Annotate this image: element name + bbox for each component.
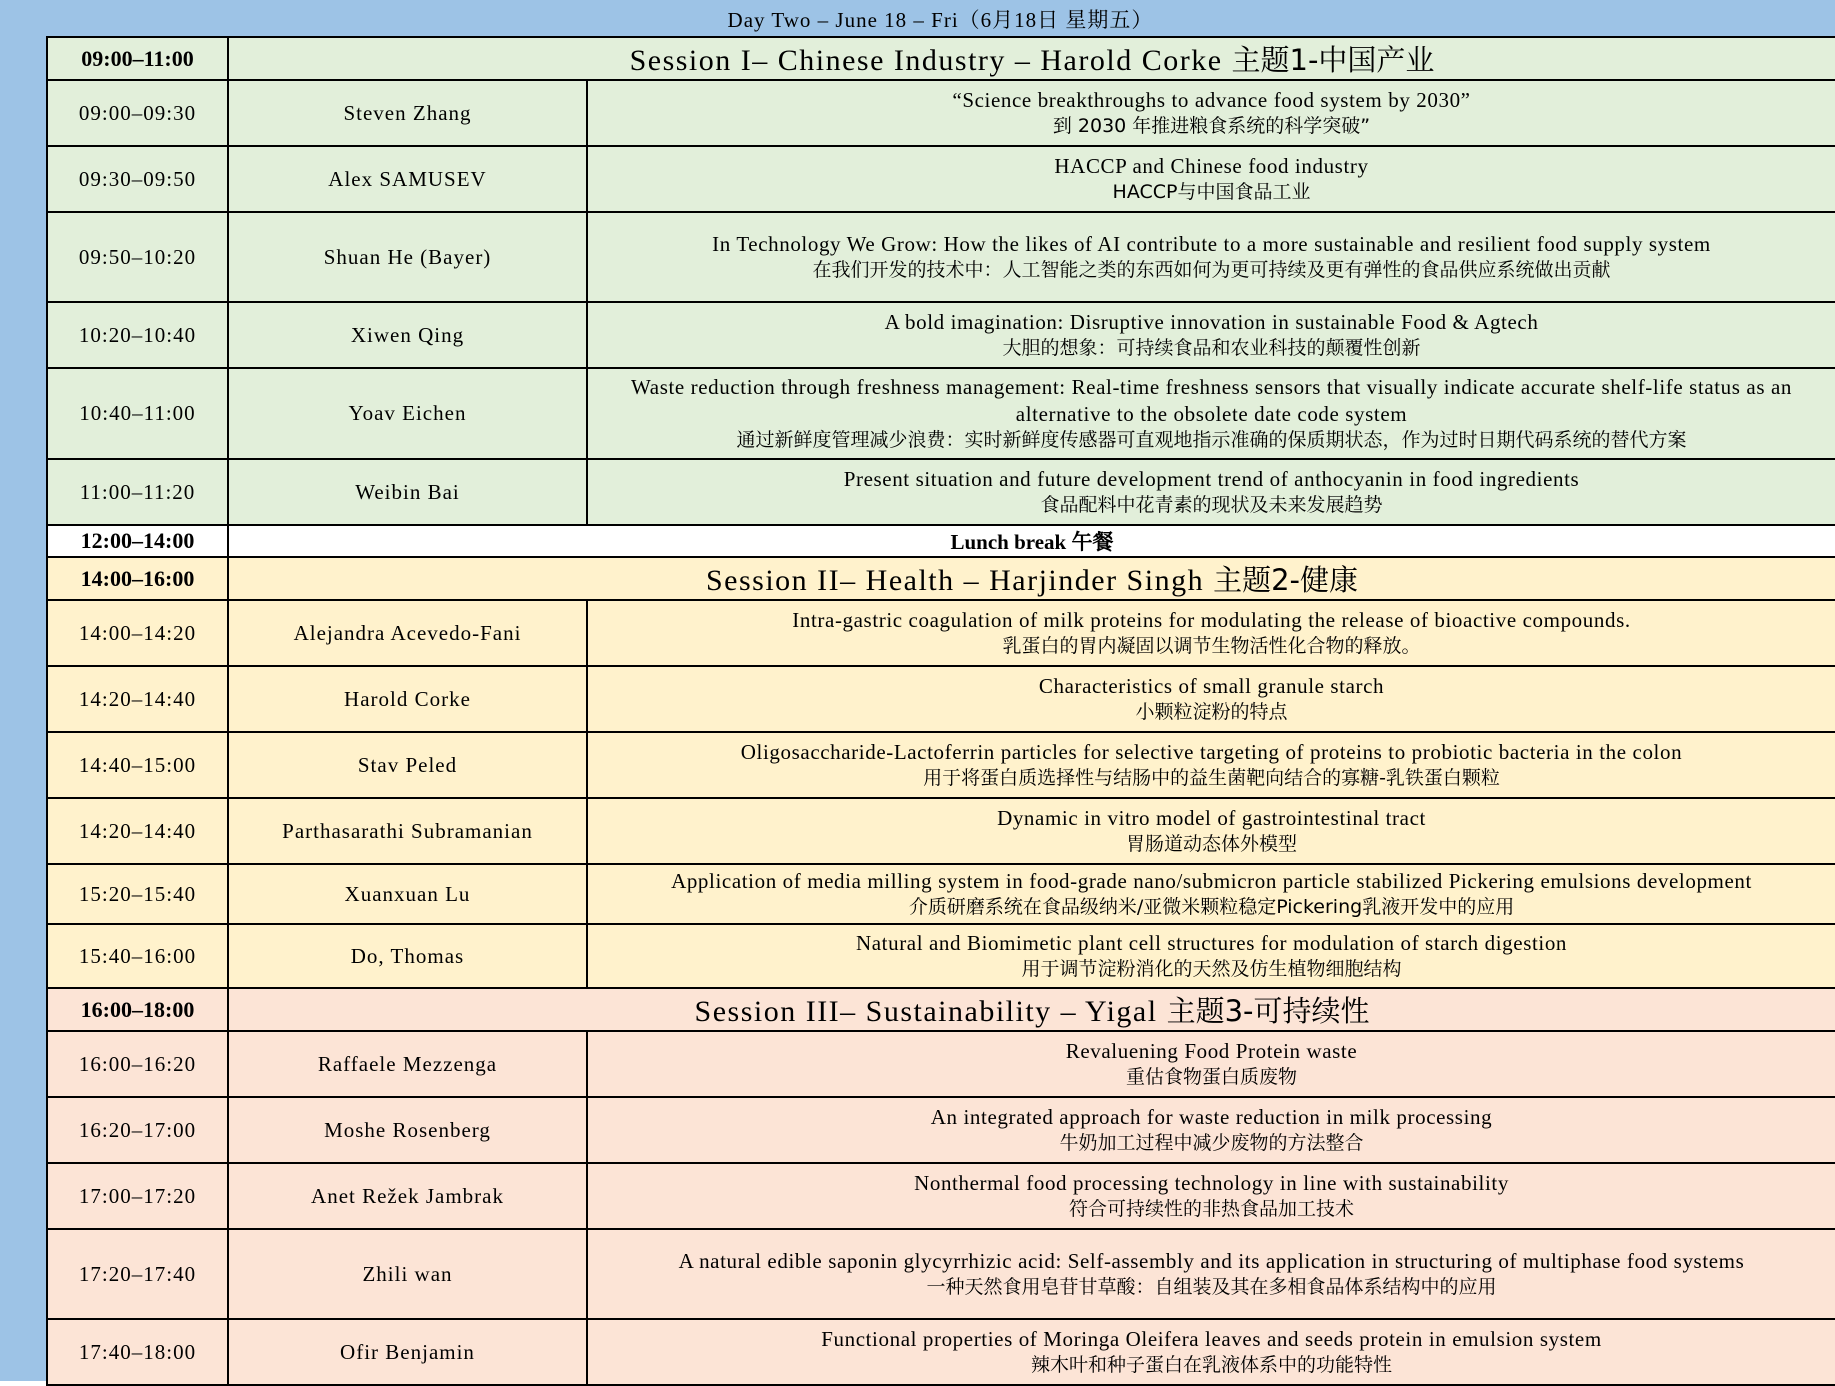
table-row (47, 924, 1835, 988)
talk-title (587, 732, 1835, 798)
talk-title-en: Dynamic in vitro model of gastrointestinal tract (997, 806, 1426, 830)
speaker-name: Raffaele Mezzenga (228, 1031, 587, 1097)
speaker-name: Anet Režek Jambrak (228, 1163, 587, 1229)
talk-title (587, 798, 1835, 864)
speaker-name: Weibin Bai (228, 459, 587, 525)
table-row (47, 368, 1835, 459)
table-row (47, 1319, 1835, 1385)
talk-time: 17:20–17:40 (47, 1229, 228, 1319)
table-row (47, 732, 1835, 798)
talk-time: 14:20–14:40 (47, 666, 228, 732)
talk-title-zh: 牛奶加工过程中减少废物的方法整合 (1059, 1132, 1364, 1154)
talk-time: 09:00–09:30 (47, 80, 228, 146)
talk-title-en: Natural and Biomimetic plant cell structures for modulation of starch digestion (855, 931, 1568, 955)
speaker-name: Xiwen Qing (228, 302, 587, 368)
session-title-en: Session II– Health – Harjinder Singh (705, 564, 1214, 597)
talk-title (587, 1097, 1835, 1163)
talk-title-en: In Technology We Grow: How the likes of AI contribute to a more sustainable and resilient food supply system (712, 232, 1711, 256)
talk-time: 10:40–11:00 (47, 368, 228, 459)
session-header-row (47, 557, 1835, 600)
speaker-name: Alex SAMUSEV (228, 146, 587, 212)
talk-title (587, 146, 1835, 212)
talk-title (587, 1031, 1835, 1097)
talk-title-zh: 通过新鲜度管理减少浪费：实时新鲜度传感器可直观地指示准确的保质期状态，作为过时日期代码系统的替代方案 (736, 429, 1687, 451)
table-row (47, 1031, 1835, 1097)
talk-title-en: HACCP and Chinese food industry (1054, 154, 1369, 178)
talk-title (587, 600, 1835, 666)
talk-title-en: Revaluening Food Protein waste (1065, 1039, 1358, 1063)
left-margin-band (0, 0, 46, 1381)
talk-time: 14:20–14:40 (47, 798, 228, 864)
talk-title-zh: 用于将蛋白质选择性与结肠中的益生菌靶向结合的寡糖-乳铁蛋白颗粒 (923, 767, 1500, 789)
session-time: 09:00–11:00 (47, 37, 228, 80)
talk-title-en: Present situation and future development trend of anthocyanin in food ingredients (843, 467, 1580, 491)
lunch-label-zh: 午餐 (1071, 530, 1114, 554)
talk-title-en: Waste reduction through freshness management: Real-time freshness sensors that visually indicate accurate shelf-life status as an alternative to the obsolete date code system (631, 375, 1792, 426)
talk-title (587, 459, 1835, 525)
talk-title-zh: 到 2030 年推进粮食系统的科学突破” (1052, 115, 1371, 137)
session-title-en: Session III– Sustainability – Yigal (694, 995, 1167, 1028)
speaker-name: Ofir Benjamin (228, 1319, 587, 1385)
table-row (47, 600, 1835, 666)
lunch-row (47, 525, 1835, 557)
session-time: 16:00–18:00 (47, 988, 228, 1031)
table-row (47, 1163, 1835, 1229)
talk-time: 10:20–10:40 (47, 302, 228, 368)
session-time: 14:00–16:00 (47, 557, 228, 600)
table-row (47, 80, 1835, 146)
day-title: Day Two – June 18 – Fri（6月18日 星期五） (46, 0, 1835, 39)
speaker-name: Harold Corke (228, 666, 587, 732)
talk-title-en: Functional properties of Moringa Oleifera leaves and seeds protein in emulsion system (821, 1327, 1602, 1351)
talk-time: 15:20–15:40 (47, 864, 228, 924)
table-row (47, 864, 1835, 924)
speaker-name: Parthasarathi Subramanian (228, 798, 587, 864)
talk-title-zh: 乳蛋白的胃内凝固以调节生物活性化合物的释放。 (1002, 635, 1421, 657)
talk-title-en: Oligosaccharide-Lactoferrin particles for selective targeting of proteins to probiotic bacteria in the colon (740, 740, 1683, 764)
talk-title (587, 302, 1835, 368)
session-title-zh: 主题3-可持续性 (1166, 994, 1370, 1028)
table-row (47, 1229, 1835, 1319)
session-title-zh: 主题2-健康 (1213, 563, 1359, 597)
talk-title-zh: 胃肠道动态体外模型 (1126, 833, 1298, 855)
talk-title (587, 212, 1835, 302)
session-title-zh: 主题1-中国产业 (1231, 43, 1435, 77)
talk-title-zh: 大胆的想象：可持续食品和农业科技的颠覆性创新 (1002, 337, 1421, 359)
talk-title (587, 1229, 1835, 1319)
talk-title-zh: 介质研磨系统在食品级纳米/亚微米颗粒稳定Pickering乳液开发中的应用 (908, 896, 1515, 918)
talk-title (587, 864, 1835, 924)
talk-time: 09:50–10:20 (47, 212, 228, 302)
table-row (47, 212, 1835, 302)
talk-title-zh: 重估食物蛋白质废物 (1126, 1066, 1298, 1088)
speaker-name: Alejandra Acevedo-Fani (228, 600, 587, 666)
talk-title-zh: 小颗粒淀粉的特点 (1135, 701, 1288, 723)
speaker-name: Yoav Eichen (228, 368, 587, 459)
speaker-name: Zhili wan (228, 1229, 587, 1319)
table-row (47, 798, 1835, 864)
table-row (47, 459, 1835, 525)
table-row (47, 1097, 1835, 1163)
talk-title-en: “Science breakthroughs to advance food system by 2030” (952, 88, 1471, 112)
lunch-label-en: Lunch break (950, 530, 1072, 554)
talk-time: 14:40–15:00 (47, 732, 228, 798)
lunch-time: 12:00–14:00 (47, 525, 228, 557)
talk-title (587, 1319, 1835, 1385)
session-title-en: Session I– Chinese Industry – Harold Corke (629, 44, 1232, 77)
session-title (228, 557, 1835, 600)
speaker-name: Do, Thomas (228, 924, 587, 988)
talk-title-zh: 符合可持续性的非热食品加工技术 (1069, 1198, 1355, 1220)
talk-title (587, 1163, 1835, 1229)
talk-title-en: Characteristics of small granule starch (1038, 674, 1385, 698)
talk-title-en: An integrated approach for waste reduction in milk processing (930, 1105, 1493, 1129)
talk-time: 15:40–16:00 (47, 924, 228, 988)
talk-title-zh: 用于调节淀粉消化的天然及仿生植物细胞结构 (1021, 958, 1402, 980)
session-header-row (47, 37, 1835, 80)
speaker-name: Moshe Rosenberg (228, 1097, 587, 1163)
speaker-name: Xuanxuan Lu (228, 864, 587, 924)
speaker-name: Stav Peled (228, 732, 587, 798)
speaker-name: Shuan He (Bayer) (228, 212, 587, 302)
talk-time: 16:00–16:20 (47, 1031, 228, 1097)
talk-title-zh: 在我们开发的技术中：人工智能之类的东西如何为更可持续及更有弹性的食品供应系统做出贡献 (812, 259, 1611, 281)
talk-title-zh: HACCP与中国食品工业 (1112, 181, 1311, 203)
talk-title-zh: 一种天然食用皂苷甘草酸：自组装及其在多相食品体系结构中的应用 (926, 1276, 1497, 1298)
session-header-row (47, 988, 1835, 1031)
talk-title-en: Application of media milling system in food-grade nano/submicron particle stabilized Pickering emulsions development (671, 869, 1752, 893)
talk-time: 17:40–18:00 (47, 1319, 228, 1385)
talk-time: 11:00–11:20 (47, 459, 228, 525)
talk-time: 16:20–17:00 (47, 1097, 228, 1163)
talk-title-en: A natural edible saponin glycyrrhizic acid: Self-assembly and its application in structuring of multiphase food systems (678, 1249, 1745, 1273)
talk-title (587, 924, 1835, 988)
talk-title (587, 368, 1835, 459)
talk-time: 14:00–14:20 (47, 600, 228, 666)
table-row (47, 302, 1835, 368)
talk-title-en: A bold imagination: Disruptive innovation in sustainable Food & Agtech (884, 310, 1539, 334)
talk-title (587, 80, 1835, 146)
talk-time: 09:30–09:50 (47, 146, 228, 212)
talk-title-zh: 辣木叶和种子蛋白在乳液体系中的功能特性 (1031, 1354, 1393, 1376)
talk-title-zh: 食品配料中花青素的现状及未来发展趋势 (1040, 494, 1383, 516)
session-title (228, 37, 1835, 80)
talk-title (587, 666, 1835, 732)
speaker-name: Steven Zhang (228, 80, 587, 146)
table-row (47, 666, 1835, 732)
talk-time: 17:00–17:20 (47, 1163, 228, 1229)
talk-title-en: Nonthermal food processing technology in line with sustainability (914, 1171, 1509, 1195)
schedule-table (46, 36, 1835, 1386)
talk-title-en: Intra-gastric coagulation of milk proteins for modulating the release of bioactive compounds. (792, 608, 1631, 632)
session-title (228, 988, 1835, 1031)
table-row (47, 146, 1835, 212)
lunch-label (228, 525, 1835, 557)
